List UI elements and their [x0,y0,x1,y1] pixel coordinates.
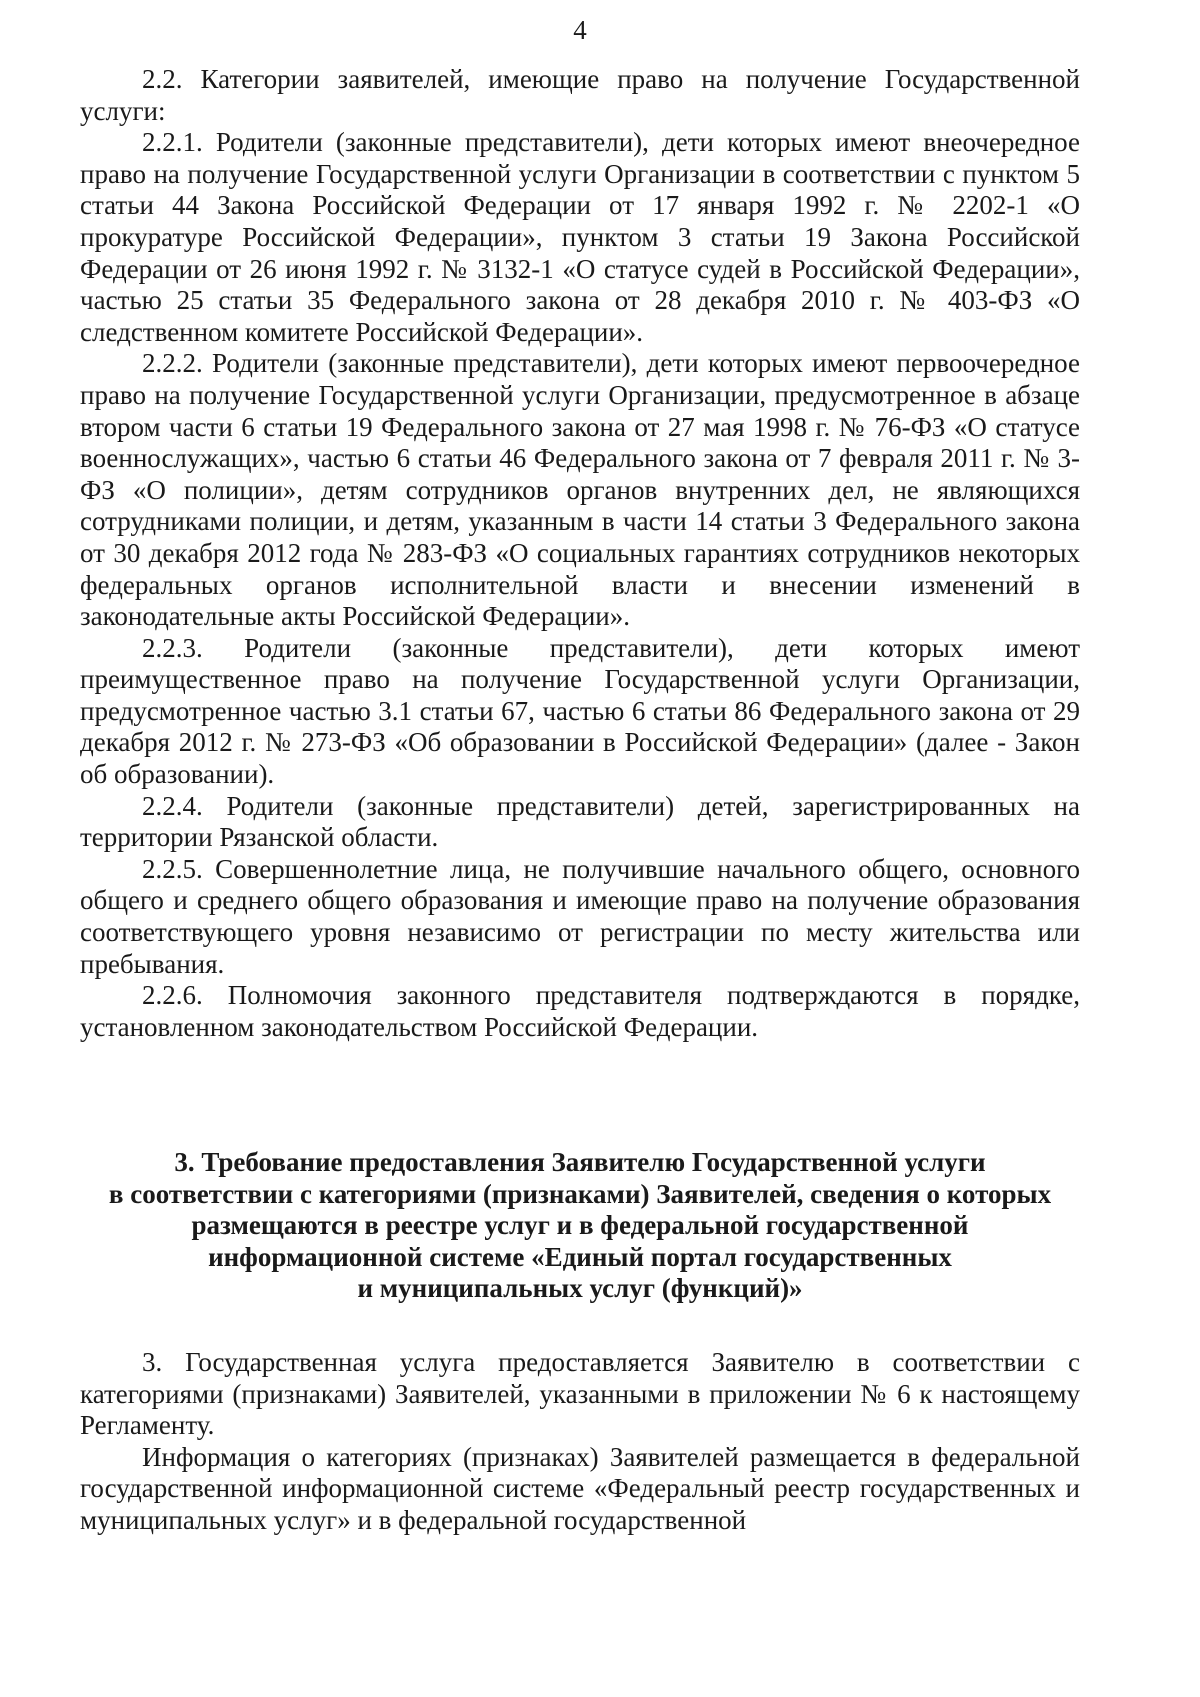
paragraph-2-2-4: 2.2.4. Родители (законные представители) детей, зарегистрированных на территории Рязанской области. [80,790,1080,853]
heading-line: размещаются в реестре услуг и в федеральной государственной [191,1210,969,1241]
section-3-body [80,1347,1080,1537]
section-2-categories [80,64,1080,1043]
section-3-heading [80,1147,1080,1305]
paragraph-2-2-1: 2.2.1. Родители (законные представители), дети которых имеют внеочередное право на получение Государственной услуги Организации в соответствии с пунктом 5 статьи 44 Закона Российской Федерации от 17 января 1992 г. № 2202-1 «О прокуратуре Российской Федерации», пунктом 3 статьи 19 Закона Российской Федерации от 26 июня 1992 г. № 3132-1 «О статусе судей в Российской Федерации», частью 25 статьи 35 Федерального закона от 28 декабря 2010 г. № 403-ФЗ «О следственном комитете Российской Федерации». [80,127,1080,347]
paragraph-3: 3. Государственная услуга предоставляется Заявителю в соответствии с категориями (признаками) Заявителей, указанными в приложении № 6 к настоящему Регламенту. [80,1347,1080,1441]
page-number: 4 [573,15,587,45]
paragraph-2-2-3: 2.2.3. Родители (законные представители), дети которых имеют преимущественное право на получение Государственной услуги Организации, предусмотренное частью 3.1 статьи 67, частью 6 статьи 86 Федерального закона от 29 декабря 2012 г. № 273-ФЗ «Об образовании в Российской Федерации» (далее - Закон об образовании). [80,632,1080,790]
paragraph-3-info: Информация о категориях (признаках) Заявителей размещается в федеральной государственной информационной системе «Федеральный реестр государственных и муниципальных услуг» и в федеральной государственной [80,1441,1080,1535]
paragraph-2-2-2: 2.2.2. Родители (законные представители), дети которых имеют первоочередное право на получение Государственной услуги Организации, предусмотренное в абзаце втором части 6 статьи 19 Федерального закона от 27 мая 1998 г. № 76-ФЗ «О статусе военнослужащих», частью 6 статьи 46 Федерального закона от 7 февраля 2011 г. № 3-ФЗ «О полиции», детям сотрудников органов внутренних дел, не являющихся сотрудниками полиции, и детям, указанным в части 14 статьи 3 Федерального закона от 30 декабря 2012 года № 283-ФЗ «О социальных гарантиях сотрудников некоторых федеральных органов исполнительной власти и внесении изменений в законодательные акты Российской Федерации». [80,348,1080,632]
paragraph-2-2: 2.2. Категории заявителей, имеющие право на получение Государственной услуги: [80,64,1080,126]
heading-line: и муниципальных услуг (функций)» [357,1273,803,1304]
heading-line: информационной системе «Единый портал государственных [208,1241,952,1272]
heading-line: в соответствии с категориями (признаками) Заявителей, сведения о которых [108,1178,1052,1209]
heading-line: 3. Требование предоставления Заявителю Государственной услуги [174,1147,986,1177]
paragraph-2-2-6: 2.2.6. Полномочия законного представителя подтверждаются в порядке, установленном законодательством Российской Федерации. [80,980,1080,1042]
paragraph-2-2-5: 2.2.5. Совершеннолетние лица, не получившие начального общего, основного общего и среднего общего образования и имеющие право на получение образования соответствующего уровня независимо от регистрации по месту жительства или пребывания. [80,853,1080,979]
